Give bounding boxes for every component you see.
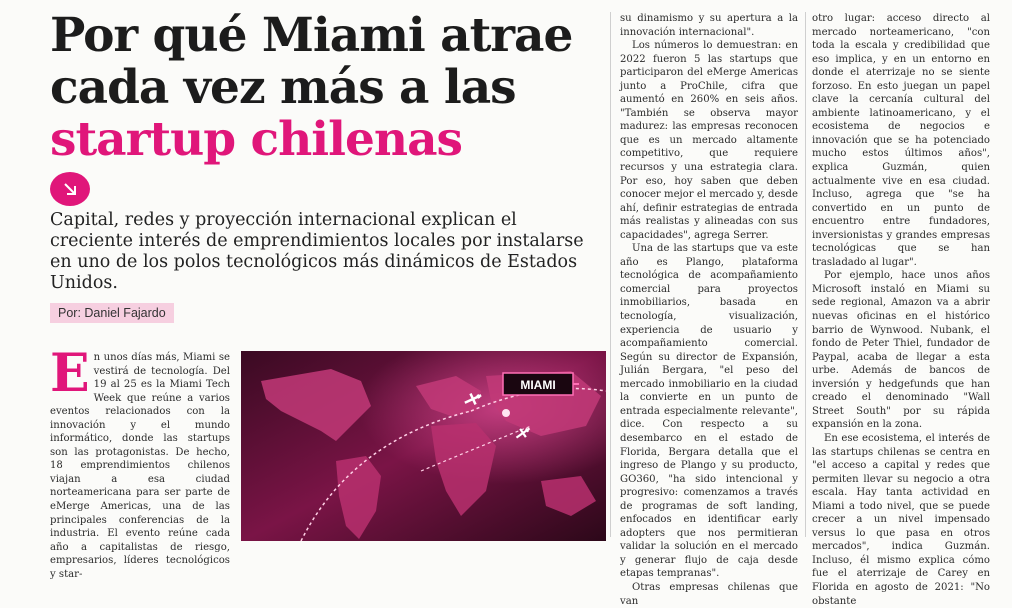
headline-line-2: cada vez más a las [50, 60, 516, 115]
col4-paragraph-1: otro lugar: acceso directo al mercado norteamericano, "con toda la escala y credibilidad que eso implica, y en un entorno en donde el aterrizaje no se siente forzoso. En esto juegan un papel clave la cercanía cultural del ambiente latinoamericano, y el ecosistema de negocios e innovación que se ha potenciado mucho estos últimos años", explica Guzmán, quien actualmente vive en esa ciudad. Incluso, agrega que "se ha convertido en un punto de encuentro entre fundadores, inversionistas y grandes empresas tecnológicas que se han trasladado al lugar". [812, 13, 990, 268]
column-divider [805, 12, 806, 537]
headline-line-3: startup chilenas [50, 112, 462, 167]
article-deck: Capital, redes y proyección internacional explican el creciente interés de emprendimientos locales por instalarse en uno de los polos tecnológicos más dinámicos de Estados Unidos. [50, 210, 584, 293]
world-map-photo [241, 351, 606, 541]
col4-paragraph-2: Por ejemplo, hace unos años Microsoft instaló en Miami su sede regional, Amazon va a abrir nuevas oficinas en el histórico barrio de Wynwood. Nubank, el fondo de Peter Thiel, fundador de Paypal, acaba de llegar a esta urbe. Además de bancos de inversión y hedgefunds que han creado el denominado "Wall Street South" por su rápida expansión en la zona. [812, 270, 990, 431]
headline-line-1: Por qué Miami atrae [50, 8, 573, 63]
drop-cap: E [50, 343, 90, 404]
col4-paragraph-3: En ese ecosistema, el interés de las startups chilenas se centra en "el acceso a capital y redes que permiten llevar su negocio a otra escala. Hay tanta actividad en Miami a todo nivel, que se puede crecer a un nivel impensado versus lo que pasa en otros mercados", indica Guzmán. Incluso, él mismo explica cómo fue el aterrizaje de Carey en Florida en agosto de 2021: "No obstante [812, 432, 990, 607]
col3-paragraph-4: Otras empresas chilenas que van [620, 581, 798, 607]
byline: Por: Daniel Fajardo [50, 303, 174, 323]
article-column-3 [620, 12, 798, 608]
col3-paragraph-3: Una de las startups que va este año es Plango, plataforma tecnológica de acompañamiento comercial para proyectos inmobiliarios, basada en tecnología, visualización, experiencia de usuario y acompañamiento comercial. Según su director de Expansión, Julián Bergara, "el peso del mercado inmobiliario en la ciudad la convierte en un punto de entrada especialmente relevante", dice. Con respecto a su desembarco en el estado de Florida, Bergara detalla que el ingreso de Plango y su producto, GO360, "ha sido intencional y progresivo: comenzamos a través de programas de soft landing, enfocados en identificar early adopters que nos permitieran validar la solución en el mercado y generar flujo de caja desde etapas tempranas". [620, 243, 798, 580]
column-divider [610, 12, 611, 537]
article-column-1 [50, 343, 230, 581]
miami-sign-label: MIAMI [520, 378, 556, 392]
arrow-down-right-icon [50, 172, 90, 206]
article-column-4 [812, 12, 990, 608]
col3-paragraph-1: su dinamismo y su apertura a la innovación internacional". [620, 13, 798, 38]
col1-paragraph-1: n unos días más, Miami se vestirá de tecnología. Del 19 al 25 es la Miami Tech Week que reúne a varios eventos relacionados con la innovación y el mundo informático, donde las startups son las protagonistas. De hecho, 18 emprendimientos chilenos viajan a esa ciudad norteamericana para ser parte de eMerge Americas, una de las principales conferencias de la industria. El evento reúne cada año a capitalistas de riesgo, empresarios, líderes tecnológicos y star- [50, 352, 230, 580]
col3-paragraph-2: Los números lo demuestran: en 2022 fueron 5 las startups que participaron del eMerge Americas junto a ProChile, cifra que aumentó en 260% en seis años. "También se observa mayor madurez: las empresas reconocen que es un mercado altamente competitivo, que requiere recursos y una estrategia clara. Por eso, hoy saben que deben conocer mejor el mercado y, desde ahí, definir estrategias de entrada más realistas y alineadas con sus capacidades", agrega Serrer. [620, 40, 798, 241]
article-headline [50, 10, 610, 166]
